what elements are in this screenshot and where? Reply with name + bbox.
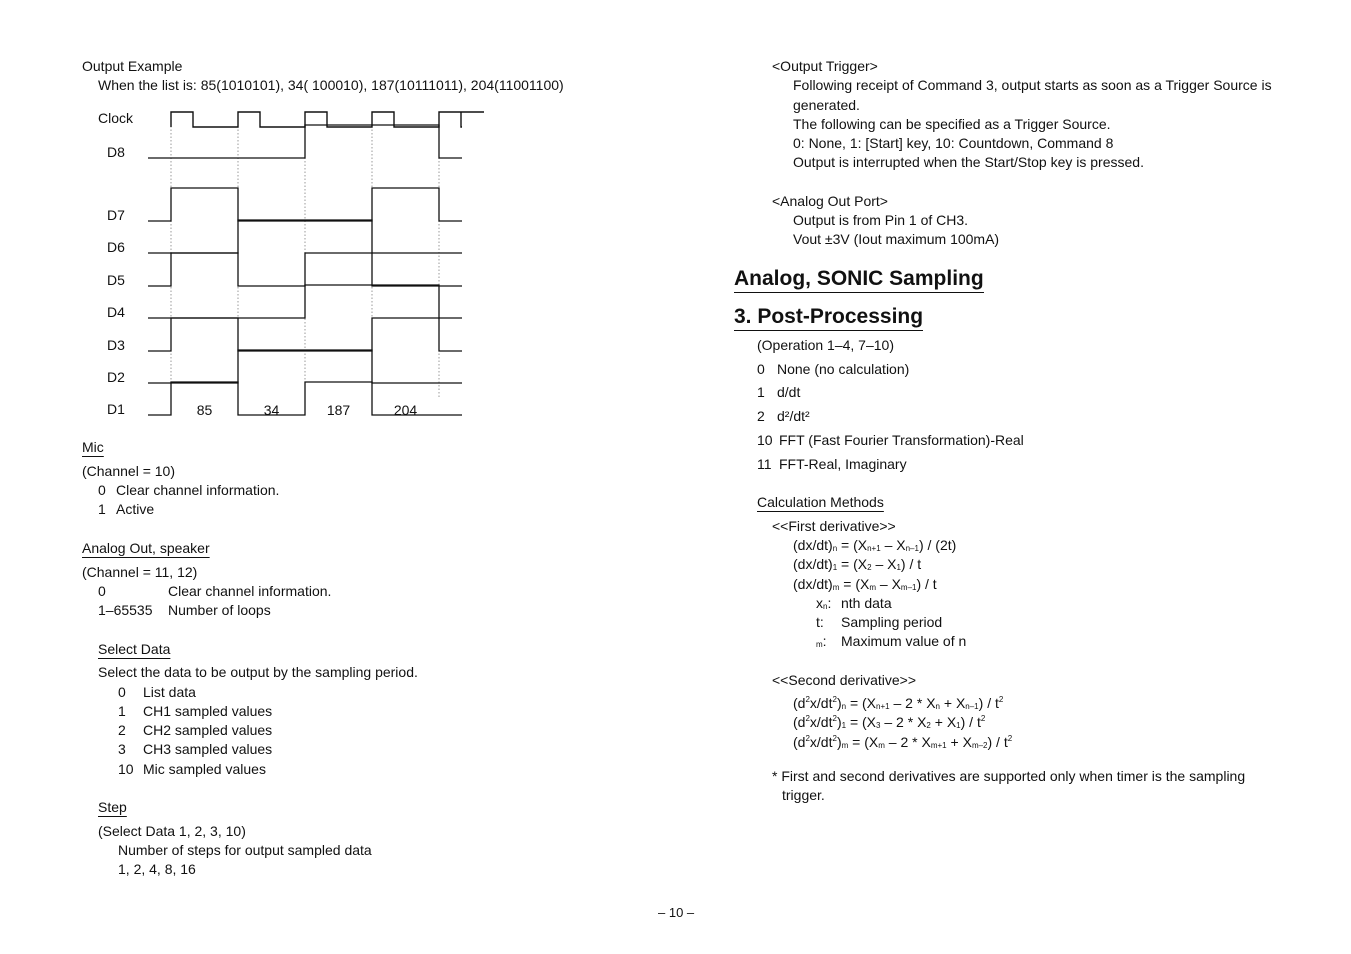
select-data-text: CH3 sampled values (143, 741, 273, 757)
post-item-num: 2 (757, 408, 765, 424)
mic-item-text: Active (116, 501, 155, 517)
select-data-desc: Select the data to be output by the sampling period. (98, 664, 418, 680)
first-derivative-heading: <<First derivative>> (772, 518, 896, 534)
select-data-num: 1 (118, 703, 126, 719)
analog-out-item-text: Clear channel information. (168, 583, 332, 599)
footnote-line: * First and second derivatives are supported only when timer is the sampling (772, 768, 1246, 784)
step-heading: Step (98, 799, 127, 815)
select-data-num: 3 (118, 741, 126, 757)
signal-label-d7: D7 (107, 207, 125, 223)
select-data-heading: Select Data (98, 641, 171, 657)
mic-item-text: Clear channel information. (116, 482, 280, 498)
value-label: 187 (326, 402, 351, 418)
select-data-text: Mic sampled values (143, 761, 266, 777)
value-label: 34 (263, 402, 280, 418)
value-label: 85 (196, 402, 213, 418)
select-data-num: 2 (118, 722, 126, 738)
select-data-text: List data (143, 684, 196, 700)
definition-text: Maximum value of n (841, 633, 967, 649)
output-trigger-line: 0: None, 1: [Start] key, 10: Countdown, Command 8 (793, 135, 1114, 151)
signal-label-d5: D5 (107, 272, 125, 288)
post-item-text: None (no calculation) (777, 361, 910, 377)
post-item-text: FFT-Real, Imaginary (779, 456, 907, 472)
output-trigger-heading: <Output Trigger> (772, 58, 878, 74)
post-item-num: 1 (757, 384, 765, 400)
analog-out-item-num: 0 (98, 583, 106, 599)
signal-label-d6: D6 (107, 239, 125, 255)
value-label: 204 (393, 402, 418, 418)
analog-out-port-line: Vout ±3V (Iout maximum 100mA) (793, 231, 1000, 247)
mic-item-num: 1 (98, 501, 106, 517)
analog-out-item-num: 1–65535 (98, 602, 153, 618)
output-trigger-line: Output is interrupted when the Start/Stop key is pressed. (793, 154, 1144, 170)
timing-diagram (0, 0, 520, 430)
clock-label: Clock (98, 110, 134, 126)
output-trigger-line: The following can be specified as a Trigger Source. (793, 116, 1111, 132)
signal-label-d8: D8 (107, 144, 125, 160)
select-data-num: 0 (118, 684, 126, 700)
mic-channel: (Channel = 10) (82, 463, 176, 479)
first-derivative-formula: $(dx/dt)_1 = (X_2 - X_1) / t$ (793, 556, 922, 572)
post-item-num: 0 (757, 361, 765, 377)
second-derivative-formula: $(d^2x/dt^2)_n = (X_{n+1} - 2 * X_n + X_{n-1}) / t^2$ (793, 695, 1004, 711)
calc-methods-heading: Calculation Methods (757, 494, 884, 510)
post-processing-title: 3. Post-Processing (734, 305, 923, 331)
analog-out-port-line: Output is from Pin 1 of CH3. (793, 212, 969, 228)
signal-waveform-shadow (148, 285, 462, 318)
first-derivative-formula: $(dx/dt)_m = (X_m - X_{m-1}) / t$ (793, 576, 937, 592)
section-title: Analog, SONIC Sampling (734, 267, 984, 293)
output-trigger-line: Following receipt of Command 3, output starts as soon as a Trigger Source is (793, 77, 1272, 93)
analog-out-channel: (Channel = 11, 12) (82, 564, 198, 580)
first-derivative-formula: $(dx/dt)_n = (X_{n+1} - X_{n-1}) / (2t)$ (793, 537, 957, 553)
post-item-num: 11 (757, 456, 772, 472)
footnote-line: trigger. (782, 787, 825, 803)
operation-range: (Operation 1–4, 7–10) (757, 337, 894, 353)
post-item-text: d/dt (777, 384, 801, 400)
signal-waveform-shadow (148, 253, 462, 286)
analog-out-item-text: Number of loops (168, 602, 271, 618)
step-values: 1, 2, 4, 8, 16 (118, 861, 196, 877)
definition-symbol: $_m$: (816, 633, 827, 649)
signal-label-d2: D2 (107, 369, 125, 385)
post-item-text: d²/dt² (777, 408, 810, 424)
analog-out-port-heading: <Analog Out Port> (772, 193, 888, 209)
definition-symbol: $x_n$: (816, 595, 832, 611)
select-data-num: 10 (118, 761, 134, 777)
second-derivative-formula: $(d^2x/dt^2)_1 = (X_3 - 2 * X_2 + X_1) / t^2$ (793, 714, 986, 730)
signal-label-d4: D4 (107, 304, 125, 320)
definition-text: Sampling period (841, 614, 943, 630)
signal-waveform-shadow (148, 125, 462, 158)
signal-label-d1: D1 (107, 401, 125, 417)
output-trigger-line: generated. (793, 97, 860, 113)
list-example-line: When the list is: 85(1010101), 34( 100010), 187(10111011), 204(11001100) (98, 77, 564, 93)
post-item-text: FFT (Fast Fourier Transformation)-Real (779, 432, 1024, 448)
output-example-heading: Output Example (82, 58, 183, 74)
mic-item-num: 0 (98, 482, 106, 498)
signal-label-d3: D3 (107, 337, 125, 353)
definition-text: nth data (841, 595, 892, 611)
step-desc: Number of steps for output sampled data (118, 842, 372, 858)
definition-symbol: t: (816, 614, 824, 630)
select-data-text: CH1 sampled values (143, 703, 273, 719)
analog-out-heading: Analog Out, speaker (82, 540, 210, 556)
step-sub: (Select Data 1, 2, 3, 10) (98, 823, 246, 839)
second-derivative-formula: $(d^2x/dt^2)_m = (X_m - 2 * X_{m+1} + X_{m-2}) / t^2$ (793, 734, 1013, 750)
second-derivative-heading: <<Second derivative>> (772, 672, 916, 688)
mic-heading: Mic (82, 439, 104, 455)
post-item-num: 10 (757, 432, 773, 448)
page-number: – 10 – (658, 905, 695, 920)
select-data-text: CH2 sampled values (143, 722, 273, 738)
